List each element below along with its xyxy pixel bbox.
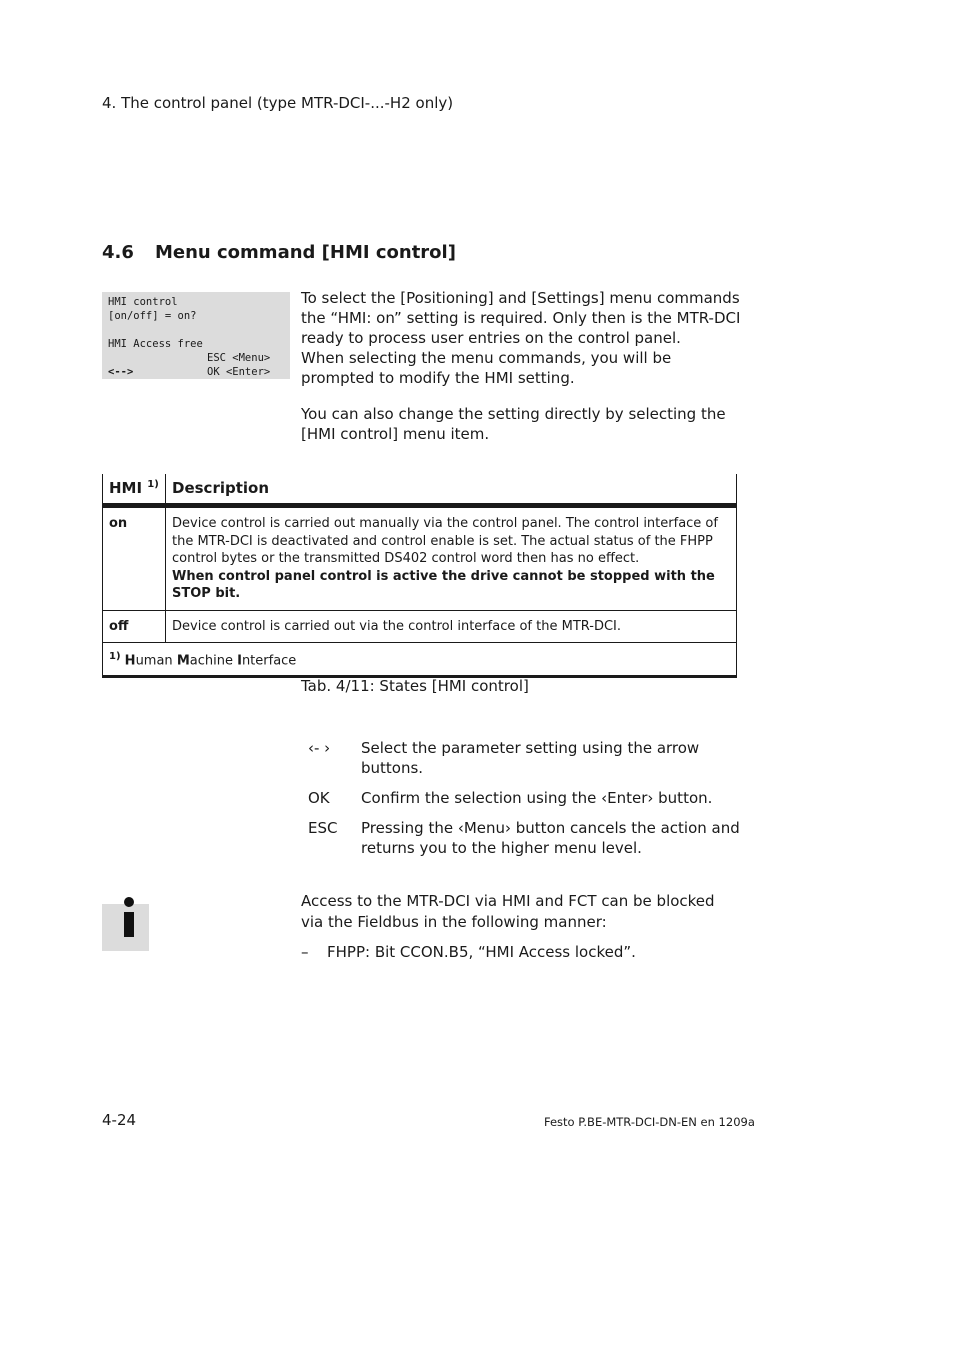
table-header-row [103, 474, 737, 506]
section-number: 4.6 [102, 242, 134, 263]
intro-paragraph-2: When selecting the menu commands, you will be prompted to modify the HMI setting. [301, 349, 672, 387]
state-on-warning: When control panel control is active the drive cannot be stopped with the STOP bit. [172, 568, 715, 601]
bullet-dash: – [301, 943, 309, 961]
table-row-off [103, 610, 737, 643]
state-on-description: Device control is carried out manually via the control panel. The control interface of the MTR-DCI is deactivated and control enable is set. The actual status of the FHPP control bytes or the transmitted DS402 control word then has no effect. When control panel control is active the drive cannot be stopped with the STOP bit. [166, 506, 737, 611]
note-bullet [301, 942, 741, 963]
lcd-line-2: [on/off] = on? [108, 310, 197, 322]
hmi-states-table [102, 474, 737, 678]
footnote-mark: 1) [147, 479, 159, 490]
table-caption: Tab. 4/11: States [HMI control] [301, 677, 529, 695]
lcd-esc-menu: ESC <Menu> [207, 352, 271, 364]
state-off-description: Device control is carried out via the control interface of the MTR-DCI. [166, 610, 737, 643]
lcd-arrows: <--> [108, 366, 134, 378]
info-note [301, 891, 741, 963]
lcd-line-1: HMI control [108, 296, 178, 308]
table-footnote: $^{1)}$ Human Machine Interface [103, 643, 737, 677]
lcd-line-5 [108, 365, 290, 379]
lcd-ok-enter: OK <Enter> [207, 366, 271, 378]
key-item-esc [301, 818, 741, 858]
key-label: ‹- › [308, 739, 331, 757]
note-text: Access to the MTR-DCI via HMI and FCT can be blocked via the Fieldbus in the following manner: [301, 892, 715, 931]
intro-text [301, 288, 741, 444]
lcd-line-4 [108, 351, 290, 365]
key-label: ESC [308, 819, 338, 837]
document-id: Festo P.BE-MTR-DCI-DN-EN en 1209a [544, 1115, 755, 1129]
lcd-blank-line [108, 323, 290, 337]
page-number: 4-24 [102, 1111, 137, 1129]
state-on: on [103, 506, 166, 611]
key-legend [301, 738, 741, 868]
key-label: OK [308, 789, 330, 807]
state-off: off [103, 610, 166, 643]
bullet-text: FHPP: Bit CCON.B5, “HMI Access locked”. [327, 943, 636, 961]
info-icon [102, 904, 149, 951]
lcd-line-3: HMI Access free [108, 338, 203, 350]
key-item-ok [301, 788, 741, 808]
lcd-display [102, 292, 290, 379]
key-description: Pressing the ‹Menu› button cancels the action and returns you to the higher menu level. [361, 819, 740, 857]
key-item-arrows [301, 738, 741, 778]
description-column-header: Description [166, 474, 737, 506]
hmi-column-header: HMI $^{1)}$ [103, 474, 166, 506]
table-row-on [103, 506, 737, 611]
table-footnote-row [103, 643, 737, 677]
section-heading [102, 242, 456, 263]
intro-paragraph-3: You can also change the setting directly by selecting the [HMI control] menu item. [301, 405, 726, 443]
chapter-header: 4. The control panel (type MTR-DCI-...-H2 only) [102, 94, 454, 112]
key-description: Select the parameter setting using the arrow buttons. [361, 739, 700, 777]
key-description: Confirm the selection using the ‹Enter› button. [361, 789, 713, 807]
section-title: Menu command [HMI control] [155, 242, 456, 263]
intro-paragraph-1: To select the [Positioning] and [Settings] menu commands the “HMI: on” setting is required. Only then is the MTR-DCI ready to process user entries on the control panel. [301, 289, 741, 347]
